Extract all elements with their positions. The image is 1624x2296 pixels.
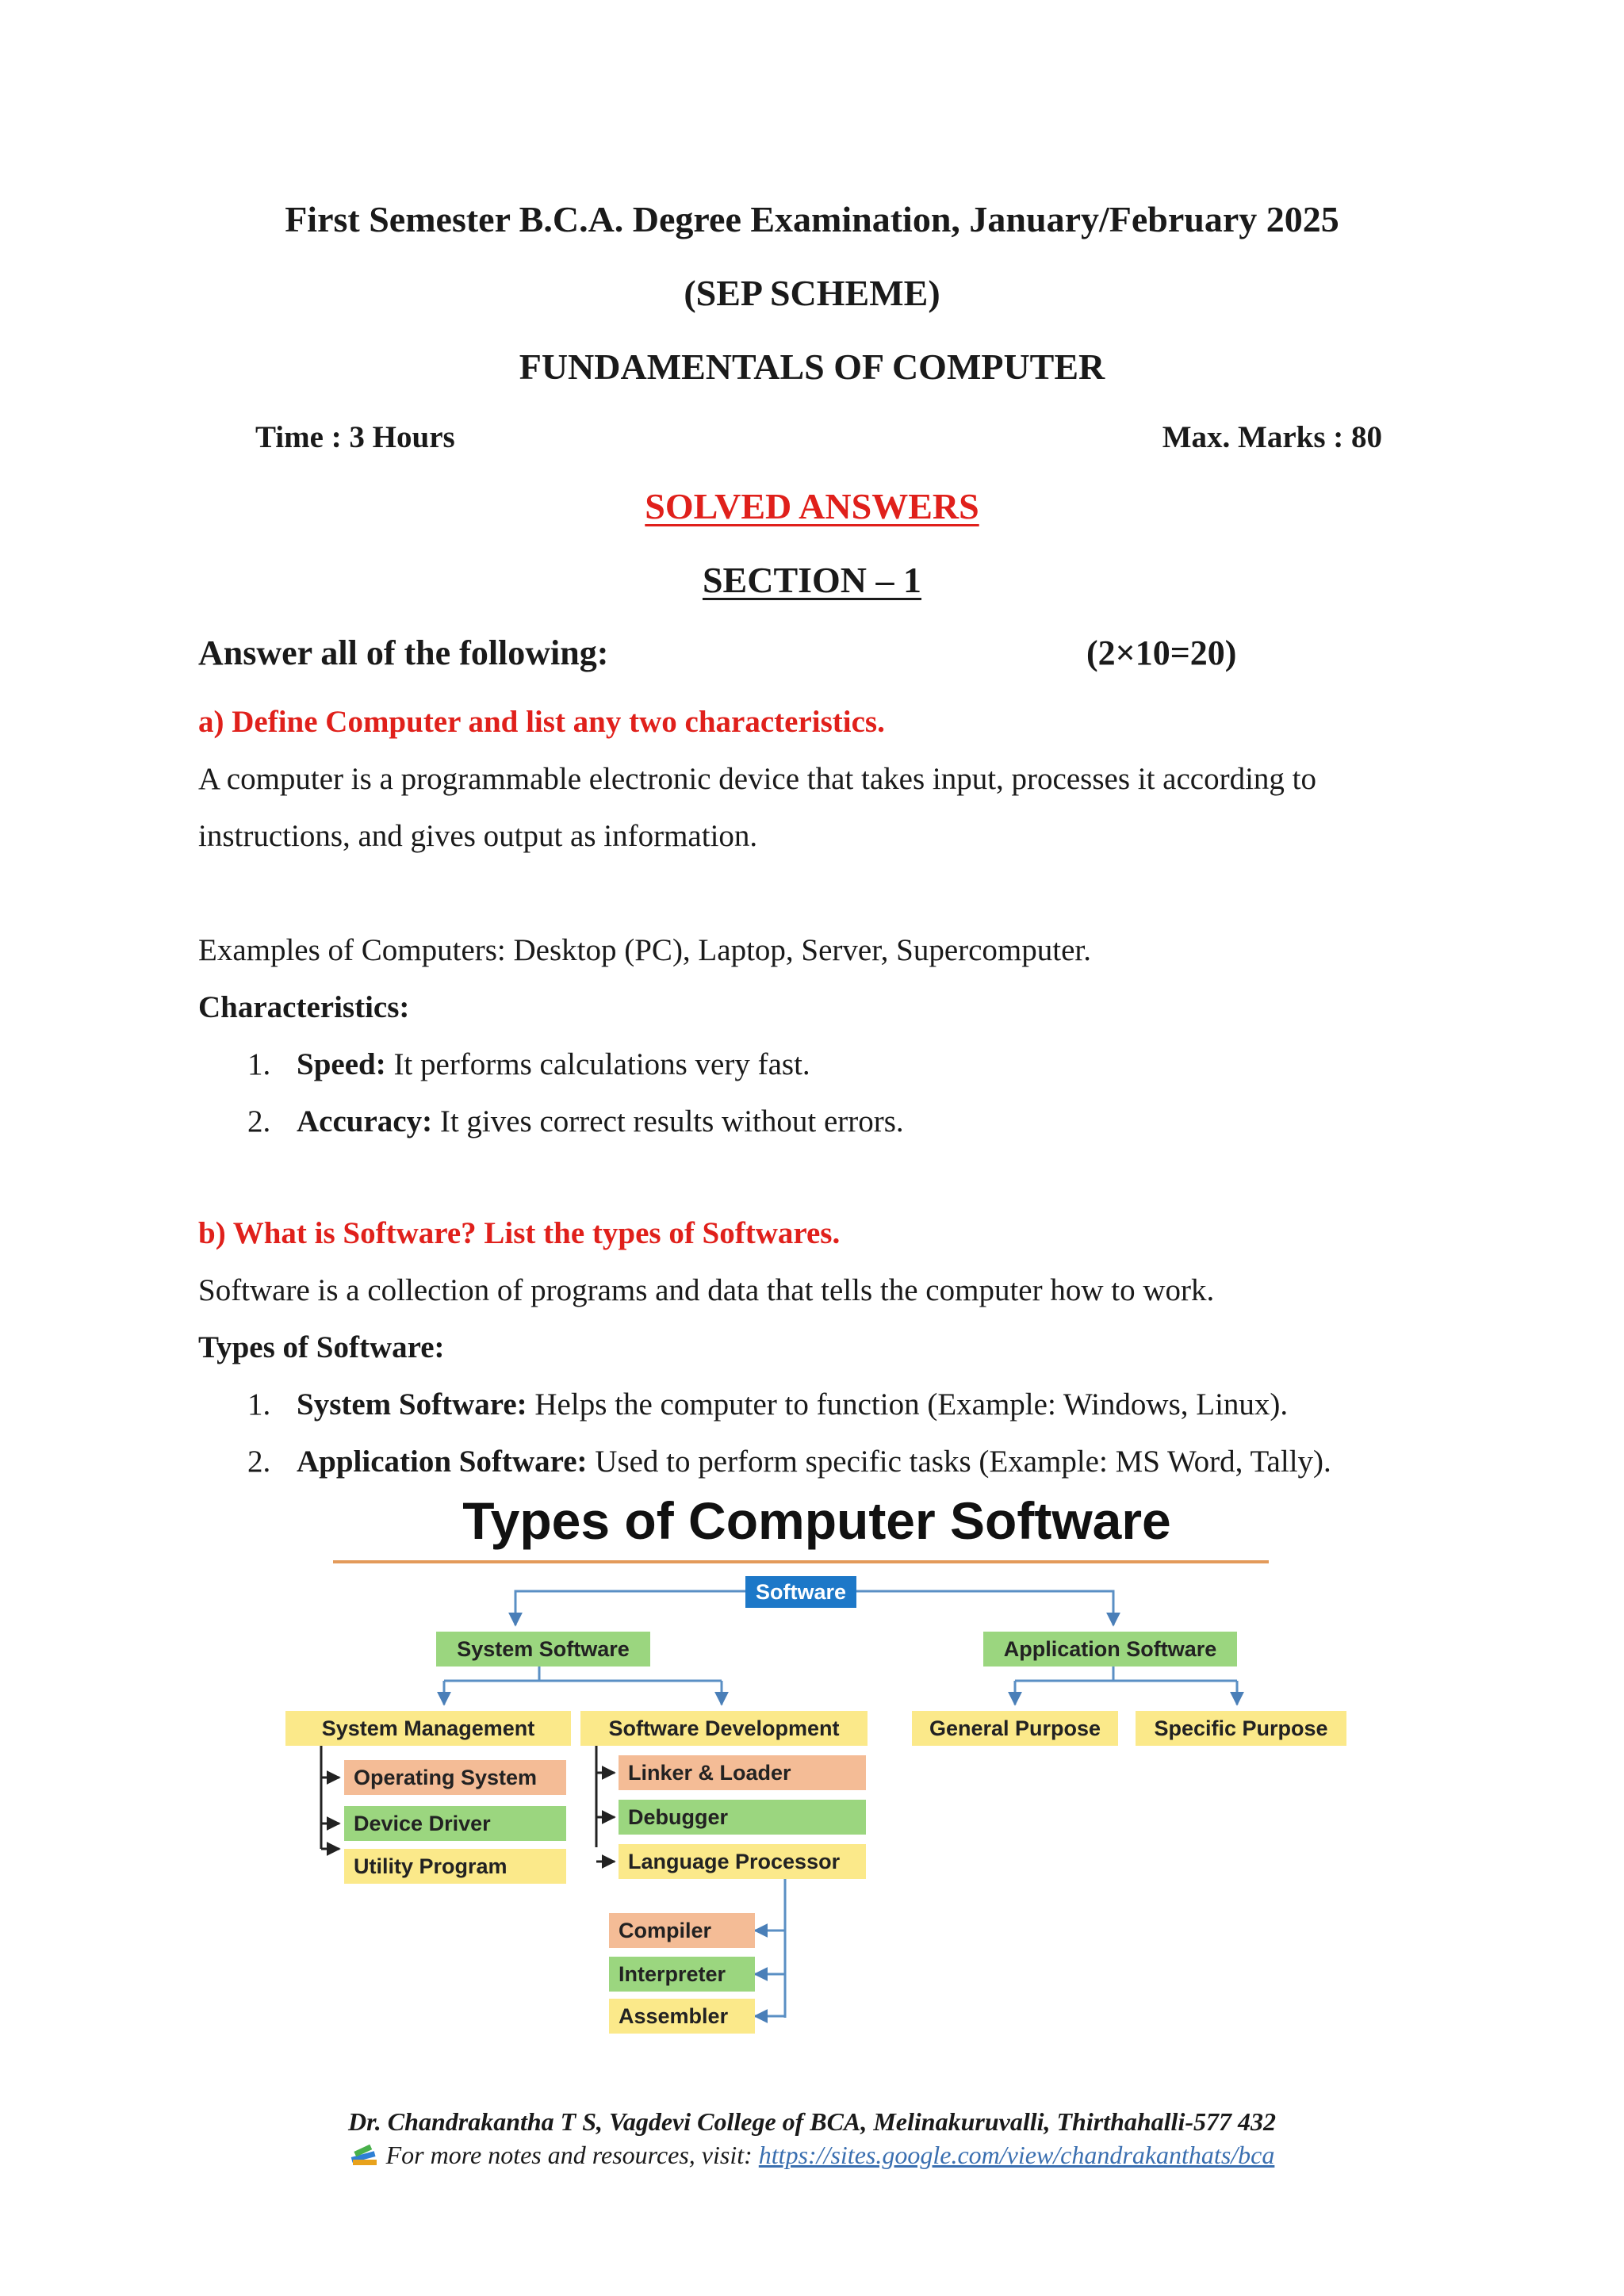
characteristics-heading: Characteristics: (198, 990, 410, 1024)
question-b (198, 1205, 1435, 1490)
node-software: Software (745, 1576, 856, 1608)
software-types-diagram (270, 1490, 1364, 2045)
node-assembler: Assembler (609, 1999, 755, 2034)
instruction-text: Answer all of the following: (198, 633, 609, 672)
footer-link[interactable]: https://sites.google.com/view/chandrakanthats/bca (758, 2141, 1275, 2169)
software-types-list (198, 1376, 1435, 1490)
max-marks-label: Max. Marks : 80 (1162, 420, 1382, 454)
question-a-title: a) Define Computer and list any two characteristics. (198, 705, 885, 739)
question-b-definition: Software is a collection of programs and data that tells the computer how to work. (198, 1273, 1215, 1307)
scheme: (SEP SCHEME) (684, 273, 940, 313)
node-specific-purpose: Specific Purpose (1136, 1711, 1346, 1746)
node-application-software: Application Software (983, 1632, 1237, 1667)
node-compiler: Compiler (609, 1913, 755, 1948)
solved-answers-heading: SOLVED ANSWERS (645, 486, 979, 526)
question-a-examples: Examples of Computers: Desktop (PC), Laptop, Server, Supercomputer. (198, 933, 1091, 967)
subject-title: FUNDAMENTALS OF COMPUTER (519, 346, 1105, 387)
question-a (198, 694, 1435, 1150)
question-a-definition-line1: A computer is a programmable electronic device that takes input, processes it according to (198, 762, 1317, 796)
list-item: 1. System Software: Helps the computer to function (Example: Windows, Linux). (247, 1387, 1289, 1422)
list-item: 2. Application Software: Used to perform specific tasks (Example: MS Word, Tally). (247, 1445, 1331, 1479)
node-language-processor: Language Processor (619, 1844, 866, 1879)
characteristics-list (198, 1036, 1435, 1150)
node-utility-program: Utility Program (344, 1849, 566, 1884)
node-interpreter: Interpreter (609, 1957, 755, 1992)
node-general-purpose: General Purpose (912, 1711, 1118, 1746)
time-label: Time : 3 Hours (255, 420, 455, 454)
node-software-development: Software Development (580, 1711, 868, 1746)
node-debugger: Debugger (619, 1800, 866, 1835)
footer-more-text: For more notes and resources, visit: (385, 2141, 753, 2169)
footer-resources (0, 2141, 1624, 2173)
types-heading: Types of Software: (198, 1330, 445, 1364)
node-operating-system: Operating System (344, 1760, 566, 1795)
list-item: 2. Accuracy: It gives correct results without errors. (247, 1104, 904, 1138)
footer-author: Dr. Chandrakantha T S, Vagdevi College of BCA, Melinakuruvalli, Thirthahalli-577 432 (348, 2107, 1276, 2136)
exam-title: First Semester B.C.A. Degree Examination, January/February 2025 (285, 199, 1339, 239)
node-system-management: System Management (285, 1711, 571, 1746)
node-linker-loader: Linker & Loader (619, 1755, 866, 1790)
list-item: 1. Speed: It performs calculations very fast. (247, 1047, 810, 1081)
question-b-title: b) What is Software? List the types of Softwares. (198, 1216, 841, 1250)
instruction-marks: (2×10=20) (1086, 633, 1237, 672)
section-heading: SECTION – 1 (702, 560, 922, 600)
books-icon (350, 2143, 378, 2173)
node-device-driver: Device Driver (344, 1806, 566, 1841)
question-a-definition-line2: instructions, and gives output as information. (198, 819, 758, 853)
node-system-software: System Software (436, 1632, 650, 1667)
diagram-title: Types of Computer Software (462, 1491, 1171, 1550)
